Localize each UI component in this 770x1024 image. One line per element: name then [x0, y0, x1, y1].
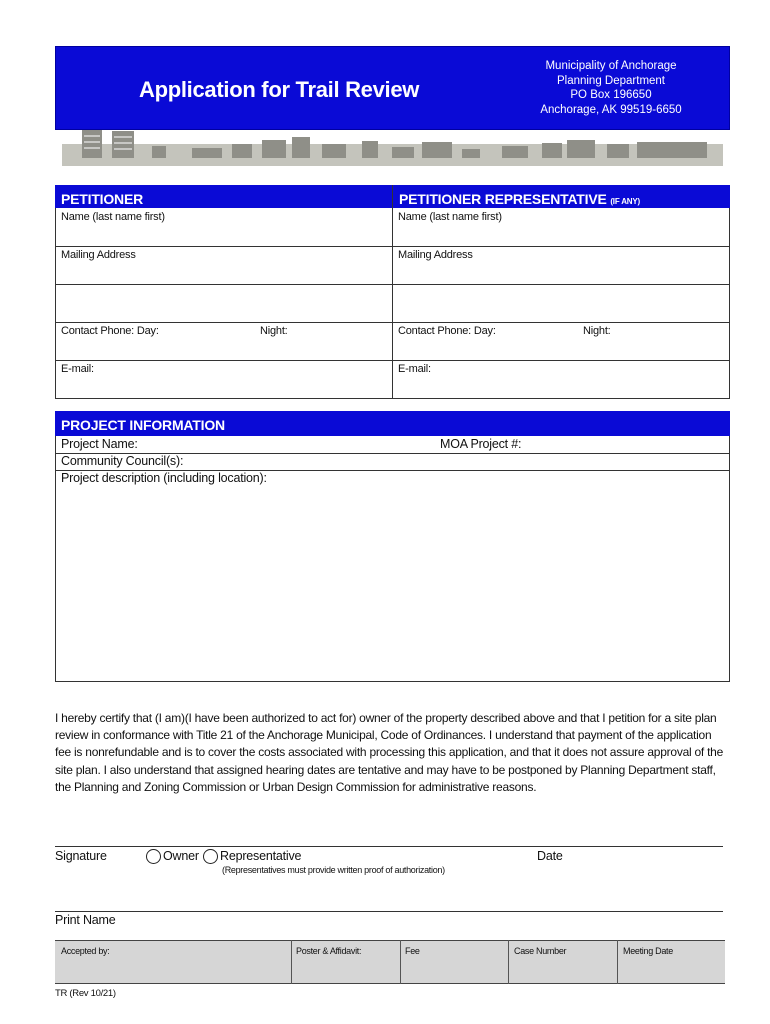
owner-label: Owner [163, 849, 199, 863]
representative-mailing-line2-field[interactable] [394, 286, 729, 321]
petitioner-heading-text: PETITIONER [61, 191, 144, 207]
address-line: Anchorage, AK 99519-6650 [540, 103, 682, 116]
office-divider [508, 940, 509, 984]
column-divider [392, 185, 393, 399]
department-address [526, 59, 696, 117]
signature-label: Signature [55, 849, 107, 863]
owner-option[interactable] [146, 847, 199, 865]
address-line: Municipality of Anchorage [545, 60, 677, 72]
row-divider [55, 360, 730, 361]
certification-text: I hereby certify that (I am)(I have been authorized to act for) owner of the property described above and that I petition for a site plan review in conformance with Title 21 of the Anchorage Municipal, Code of Ordinances. I understand that payment of the application fee is nonrefundable and is to cover the costs associated with processing this application, and that it does not assure approval of the site plan. I also understand that assigned hearing dates are tentative and may have to be postponed by Planning Department staff, the Planning and Zoning Commission or Urban Design Commission for administrative reasons. [55, 711, 724, 794]
date-label: Date [537, 849, 563, 863]
representative-phone-day-field[interactable]: Contact Phone: Day: [398, 325, 496, 337]
office-divider [617, 940, 618, 984]
office-use-bottom-border [55, 983, 725, 984]
poster-affidavit-label: Poster & Affidavit: [296, 946, 362, 956]
row-divider [55, 284, 730, 285]
print-name-field[interactable] [55, 895, 723, 911]
project-name-field[interactable]: Project Name: [61, 437, 138, 451]
project-heading [55, 411, 730, 436]
city-skyline-image [62, 128, 723, 166]
petitioner-phone-day-field[interactable]: Contact Phone: Day: [61, 325, 159, 337]
representative-heading-text: PETITIONER REPRESENTATIVE [399, 191, 607, 207]
header-banner [55, 46, 730, 130]
row-divider [55, 322, 730, 323]
print-name-label: Print Name [55, 913, 116, 927]
representative-name-field[interactable]: Name (last name first) [398, 211, 502, 223]
petitioner-mailing-field[interactable]: Mailing Address [61, 249, 136, 261]
page-title: Application for Trail Review [139, 77, 420, 102]
representative-label: Representative [220, 849, 302, 863]
fee-label: Fee [405, 946, 420, 956]
project-description-field[interactable] [56, 488, 729, 680]
print-name-line [55, 911, 723, 912]
representative-radio[interactable] [203, 849, 218, 864]
project-heading-text: PROJECT INFORMATION [61, 417, 225, 433]
accepted-by-label: Accepted by: [61, 946, 110, 956]
representative-phone-night-field[interactable]: Night: [583, 325, 611, 337]
owner-radio[interactable] [146, 849, 161, 864]
representative-heading [393, 185, 730, 208]
case-number-label: Case Number [514, 946, 567, 956]
address-line: Planning Department [556, 74, 666, 87]
community-council-field[interactable]: Community Council(s): [61, 454, 184, 468]
petitioner-email-field[interactable]: E-mail: [61, 363, 94, 375]
office-divider [291, 940, 292, 984]
row-divider [55, 246, 730, 247]
representative-email-field[interactable]: E-mail: [398, 363, 431, 375]
project-description-label: Project description (including location): [61, 471, 267, 485]
moa-project-number-field[interactable]: MOA Project #: [440, 437, 522, 451]
petitioner-mailing-line2-field[interactable] [56, 286, 391, 321]
petitioner-phone-night-field[interactable]: Night: [260, 325, 288, 337]
meeting-date-label: Meeting Date [623, 946, 673, 956]
representative-option[interactable] [203, 847, 301, 865]
petitioner-heading [55, 185, 392, 208]
office-divider [400, 940, 401, 984]
petitioner-name-field[interactable]: Name (last name first) [61, 211, 165, 223]
office-use-top-border [55, 940, 725, 941]
representative-mailing-field[interactable]: Mailing Address [398, 249, 473, 261]
representative-note: (Representatives must provide written proof of authorization) [222, 865, 445, 875]
form-revision: TR (Rev 10/21) [55, 988, 116, 999]
representative-heading-note: (IF ANY) [610, 197, 640, 206]
address-line: PO Box 196650 [570, 89, 652, 101]
signature-field[interactable] [55, 830, 723, 846]
